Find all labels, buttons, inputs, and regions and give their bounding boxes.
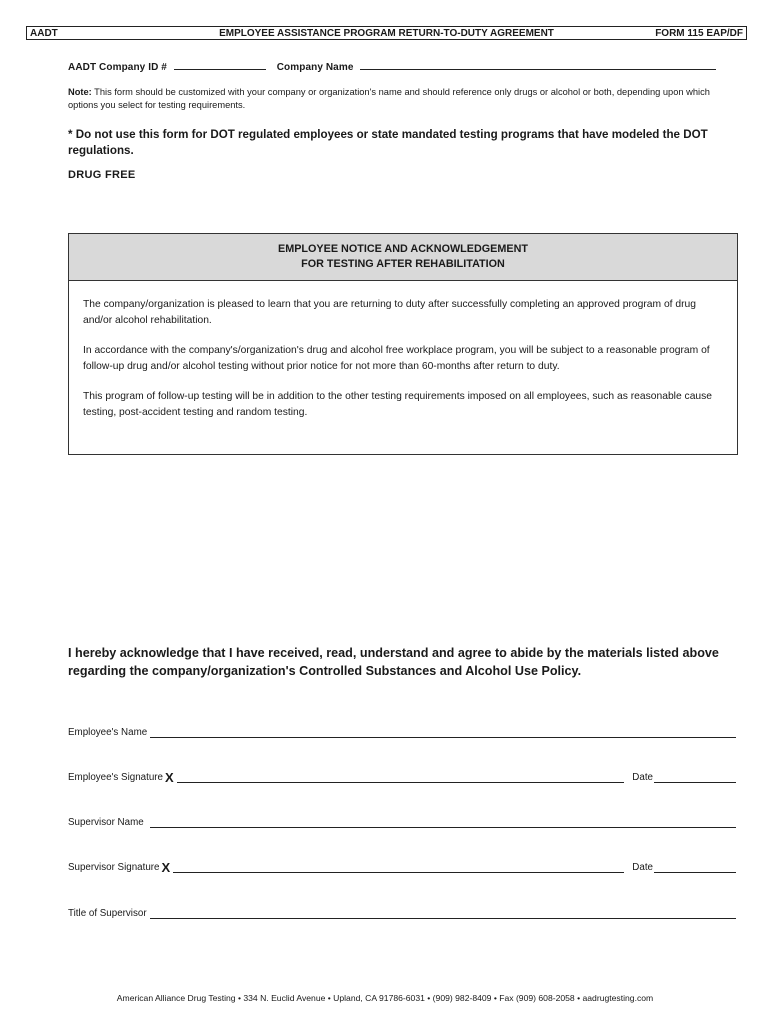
notice-paragraph: This program of follow-up testing will be in addition to the other testing requirements imposed on all employees, such as reasonable cause testing, post-accident testing and random testing. [83,391,713,418]
supervisor-signature-field[interactable] [173,862,624,873]
company-id-field[interactable] [174,60,266,70]
employee-name-field[interactable] [150,727,736,738]
supervisor-signature-row [68,862,736,873]
form-header [26,26,747,40]
drug-free-heading: DRUG FREE [68,169,136,181]
notice-box [68,233,738,455]
supervisor-title-field[interactable] [150,908,736,919]
signature-x-mark: X [161,860,171,875]
employee-signature-label: Employee's Signature [68,772,163,783]
date-label: Date [632,862,653,873]
notice-title-line1: EMPLOYEE NOTICE AND ACKNOWLEDGEMENT [278,243,528,255]
date-label: Date [632,772,653,783]
supervisor-signature-label: Supervisor Signature [68,862,160,873]
signature-x-mark: X [165,770,174,785]
notice-title-line2: FOR TESTING AFTER REHABILITATION [301,258,505,270]
supervisor-name-row [68,817,736,828]
footer-contact: American Alliance Drug Testing • 334 N. Euclid Avenue • Upland, CA 91786-6031 • (909) 982-8409 • Fax (909) 608-2058 • aadrugtesting.com [116,993,654,1003]
customization-note [68,86,740,112]
employee-date-field[interactable] [654,772,736,783]
supervisor-name-field[interactable] [150,817,736,828]
form-number: FORM 115 EAP/DF [655,27,743,39]
acknowledgement-statement: I hereby acknowledge that I have received, read, understand and agree to abide by the materials listed above regarding the company/organization's Controlled Substances and Alcohol Use Policy. [68,646,719,678]
note-label: Note: [68,87,92,97]
employee-name-label: Employee's Name [68,727,148,738]
notice-paragraph: In accordance with the company's/organization's drug and alcohol free workplace program, you will be subject to a reasonable program of follow-up drug and/or alcohol testing without prior notice for not more than 60-months after return to duty. [83,345,710,372]
note-text: This form should be customized with your company or organization's name and should reference only drugs or alcohol or both, depending upon which options you select for testing requirements. [68,87,710,110]
dot-warning: * Do not use this form for DOT regulated employees or state mandated testing programs that have modeled the DOT regulations. [68,128,708,157]
supervisor-title-row [68,908,736,919]
supervisor-title-label: Title of Supervisor [68,908,147,919]
company-id-label: AADT Company ID # [68,62,167,73]
notice-paragraph: The company/organization is pleased to learn that you are returning to duty after successfully completing an approved program of drug and/or alcohol rehabilitation. [83,299,697,326]
supervisor-name-label: Supervisor Name [68,817,144,828]
header-org-code: AADT [30,27,58,39]
employee-name-row [68,727,736,738]
supervisor-date-field[interactable] [654,862,736,873]
form-title: EMPLOYEE ASSISTANCE PROGRAM RETURN-TO-DUTY AGREEMENT [219,27,554,39]
employee-signature-row [68,772,736,783]
company-info-line [68,60,716,73]
company-name-field[interactable] [360,60,716,70]
notice-box-header [69,234,737,281]
notice-box-body [69,281,737,420]
employee-signature-field[interactable] [177,772,625,783]
company-name-label: Company Name [276,62,354,73]
